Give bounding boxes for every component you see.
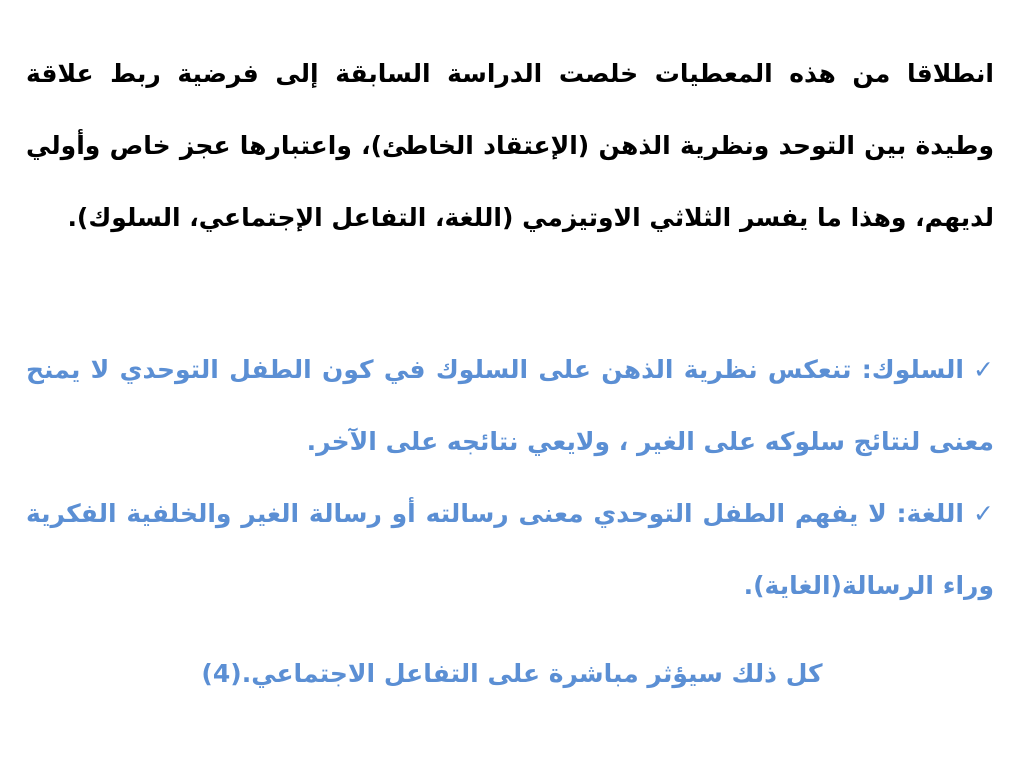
bullet-language bbox=[26, 478, 994, 622]
check-icon: ✓ bbox=[973, 355, 994, 384]
bullet-language-text: اللغة: لا يفهم الطفل التوحدي معنى رسالته أو رسالة الغير والخلفية الفكرية وراء الرسالة(الغاية). bbox=[26, 499, 994, 600]
bullet-behavior bbox=[26, 334, 994, 478]
bullet-behavior-text: السلوك: تنعكس نظرية الذهن على السلوك في كون الطفل التوحدي لا يمنح معنى لنتائج سلوكه على الغير ، ولايعي نتائجه على الآخر. bbox=[26, 355, 994, 456]
intro-paragraph: انطلاقا من هذه المعطيات خلصت الدراسة السابقة إلى فرضية ربط علاقة وطيدة بين التوحد ونظرية الذهن (الإعتقاد الخاطئ)، واعتبارها عجز خاص وأولي لديهم، وهذا ما يفسر الثلاثي الاوتيزمي (اللغة، التفاعل الإجتماعي، السلوك). bbox=[26, 59, 994, 232]
conclusion-text: كل ذلك سيؤثر مباشرة على التفاعل الاجتماعي.(4) bbox=[201, 659, 823, 688]
check-icon: ✓ bbox=[973, 499, 994, 528]
